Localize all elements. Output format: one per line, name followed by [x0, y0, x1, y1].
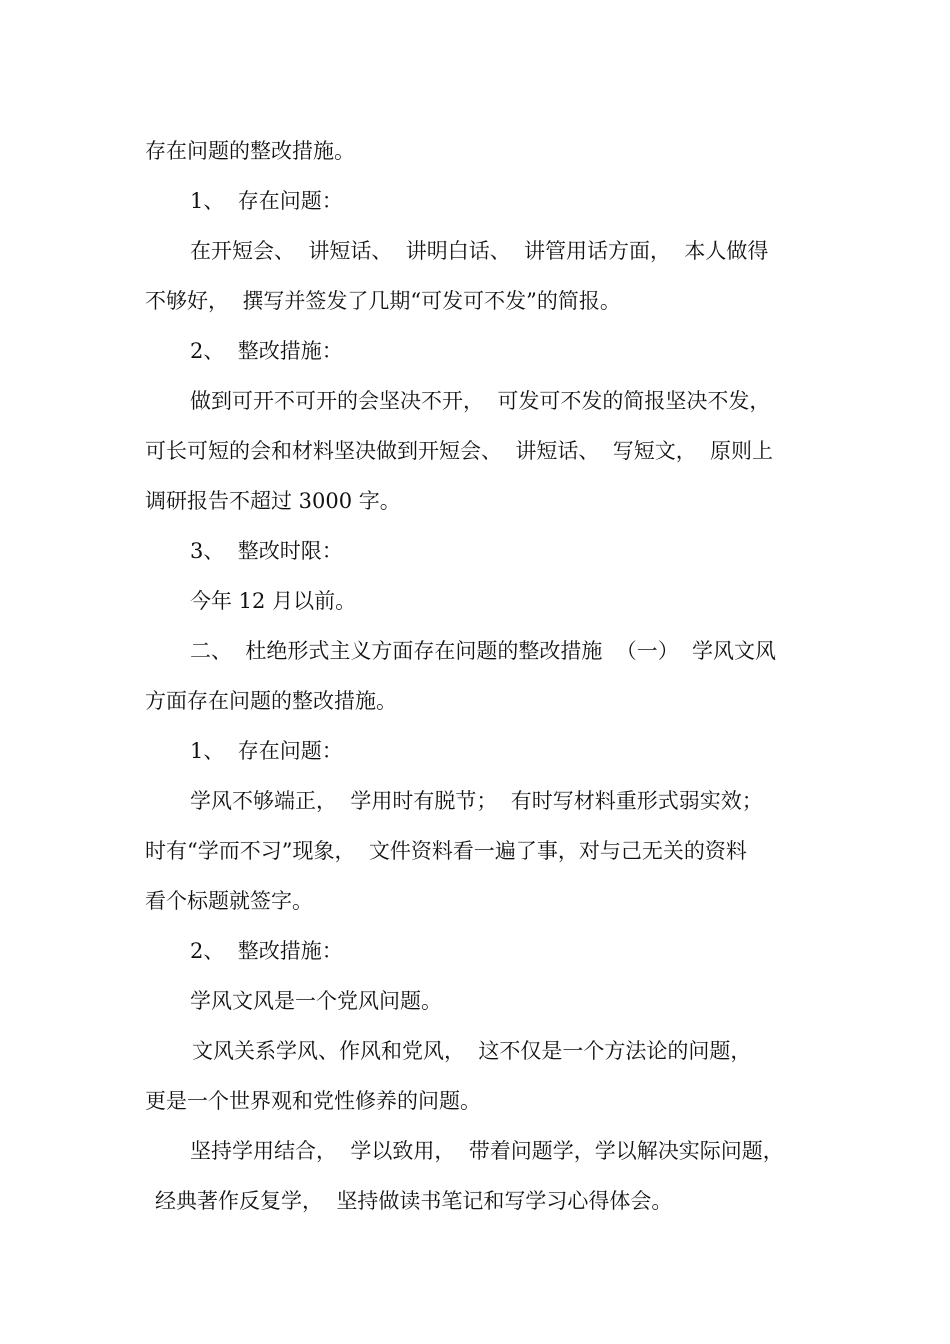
text-line-content: 二、 杜绝形式主义方面存在问题的整改措施 （一） 学风文风 [190, 639, 777, 663]
text-line-content: 调研报告不超过 3000 字。 [145, 489, 401, 513]
text-line-content: 3、 整改时限： [190, 539, 343, 563]
text-line [0, 134, 950, 168]
text-line-content: 今年 12 月以前。 [190, 589, 357, 613]
text-line-content: 学风文风是一个党风问题。 [190, 989, 442, 1013]
text-line-content: 做到可开不可开的会坚决不开， 可发可不发的简报坚决不发， [190, 389, 771, 413]
paragraph-start [0, 1034, 950, 1068]
list-heading [0, 734, 950, 768]
text-line [0, 284, 950, 318]
paragraph-start [0, 984, 950, 1018]
text-line-content: 时有“学而不习”现象， 文件资料看一遍了事，对与己无关的资料 [145, 839, 747, 863]
text-line [0, 834, 950, 868]
text-line [0, 434, 950, 468]
text-line [0, 684, 950, 718]
text-line [0, 484, 950, 518]
text-line [0, 1084, 950, 1118]
paragraph-start [0, 384, 950, 418]
text-line-content: 看个标题就签字。 [145, 889, 313, 913]
paragraph-start [0, 584, 950, 618]
paragraph-start [0, 784, 950, 818]
text-line-content: 1、 存在问题： [190, 189, 343, 213]
text-line-content: 方面存在问题的整改措施。 [145, 689, 397, 713]
paragraph-start [0, 234, 950, 268]
text-line-content: 存在问题的整改措施。 [145, 139, 355, 163]
text-line [0, 1184, 950, 1218]
list-heading [0, 534, 950, 568]
text-line-content: 2、 整改措施： [190, 939, 343, 963]
text-line-content: 可长可短的会和材料坚决做到开短会、 讲短话、 写短文， 原则上 [145, 439, 774, 463]
paragraph-start [0, 1134, 950, 1168]
list-heading [0, 334, 950, 368]
text-line-content: 经典著作反复学， 坚持做读书笔记和写学习心得体会。 [155, 1189, 673, 1213]
text-line-content: 坚持学用结合， 学以致用， 带着问题学，学以解决实际问题， [190, 1139, 784, 1163]
section-heading [0, 634, 950, 668]
text-line-content: 2、 整改措施： [190, 339, 343, 363]
text-line-content: 学风不够端正， 学用时有脱节； 有时写材料重形式弱实效； [190, 789, 763, 813]
text-line-content: 更是一个世界观和党性修养的问题。 [145, 1089, 481, 1113]
text-line-content: 1、 存在问题： [190, 739, 343, 763]
text-line [0, 884, 950, 918]
text-line-content: 不够好， 撰写并签发了几期“可发可不发”的简报。 [145, 289, 621, 313]
list-heading [0, 184, 950, 218]
text-line-content: 在开短会、 讲短话、 讲明白话、 讲管用话方面， 本人做得 [190, 239, 769, 263]
text-line-content: 文风关系学风、作风和党风， 这不仅是一个方法论的问题， [192, 1039, 752, 1063]
list-heading [0, 934, 950, 968]
